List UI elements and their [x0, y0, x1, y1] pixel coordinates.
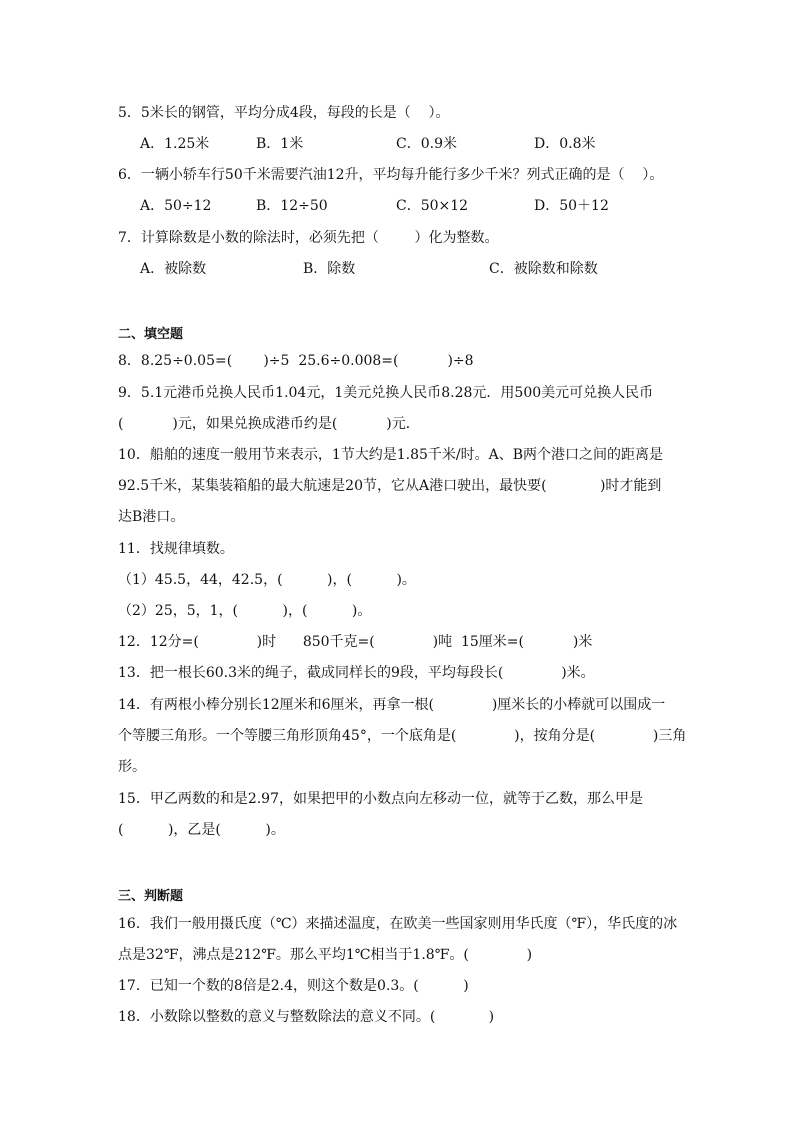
question-10-line-1: 10．船舶的速度一般用节来表示，1节大约是1.85千米/时。A、B两个港口之间的距离是 — [118, 447, 664, 463]
question-7: 7．计算除数是小数的除法时，必须先把（ ）化为整数。 — [118, 230, 499, 246]
option-c: C．被除数和除数 — [489, 261, 598, 277]
option-a: A．被除数 — [140, 261, 207, 277]
question-6-options — [0, 197, 794, 215]
question-17: 17．已知一个数的8倍是2.4，则这个数是0.3。( ) — [118, 978, 469, 994]
question-18: 18．小数除以整数的意义与整数除法的意义不同。( ) — [118, 1009, 495, 1025]
question-9-line-1: 9．5.1元港币兑换人民币1.04元，1美元兑换人民币8.28元．用500美元可兑换人民币 — [118, 385, 654, 401]
option-a: A．50÷12 — [140, 198, 212, 214]
section-heading-true-false: 三、判断题 — [118, 889, 184, 904]
question-10-line-2: 92.5千米，某集装箱船的最大航速是20节，它从A港口驶出，最快要( )时才能到 — [118, 478, 662, 494]
question-14-line-1: 14．有两根小棒分别长12厘米和6厘米，再拿一根( )厘米长的小棒就可以围成一 — [118, 697, 666, 713]
option-b: B．除数 — [303, 261, 356, 277]
option-d: D．0.8米 — [534, 136, 596, 152]
section-heading-fill-blank: 二、填空题 — [118, 327, 184, 342]
question-10-line-3: 达B港口。 — [118, 509, 185, 525]
question-11: 11．找规律填数。 — [118, 541, 234, 557]
question-8: 8．8.25÷0.05=( )÷5 25.6÷0.008=( )÷8 — [118, 353, 474, 369]
question-12: 12．12分=( )时 850千克=( )吨 15厘米=( )米 — [118, 634, 593, 650]
question-5-options — [0, 135, 794, 153]
question-13: 13．把一根长60.3米的绳子，截成同样长的9段，平均每段长( )米。 — [118, 665, 595, 681]
question-5: 5．5米长的钢管，平均分成4段，每段的长是（ ）。 — [118, 105, 450, 121]
question-16-line-1: 16．我们一般用摄氏度（℃）来描述温度，在欧美一些国家则用华氏度（℉），华氏度的冰 — [118, 916, 678, 932]
question-6: 6．一辆小轿车行50千米需要汽油12升，平均每升能行多少千米？列式正确的是（ ）。 — [118, 167, 664, 183]
question-9-line-2: ( )元，如果兑换成港币约是( )元． — [118, 416, 420, 432]
question-15-line-1: 15．甲乙两数的和是2.97，如果把甲的小数点向左移动一位，就等于乙数，那么甲是 — [118, 791, 643, 807]
question-14-line-3: 形。 — [118, 759, 146, 775]
option-a: A．1.25米 — [140, 136, 210, 152]
question-11-part-1: （1）45.5，44，42.5，( )，( )。 — [118, 572, 416, 588]
option-b: B．1米 — [256, 136, 304, 152]
question-14-line-2: 个等腰三角形。一个等腰三角形顶角45°，一个底角是( )，按角分是( )三角 — [118, 728, 687, 744]
question-7-options — [0, 260, 794, 278]
question-15-line-2: ( )，乙是( )。 — [118, 822, 285, 838]
option-c: C．0.9米 — [396, 136, 457, 152]
question-16-line-2: 点是32℉，沸点是212℉。那么平均1℃相当于1.8℉。( ) — [118, 947, 533, 963]
question-11-part-2: （2）25，5，1，( )，( )。 — [118, 603, 372, 619]
option-d: D．50＋12 — [534, 198, 609, 214]
option-c: C．50×12 — [396, 198, 469, 214]
option-b: B．12÷50 — [256, 198, 328, 214]
